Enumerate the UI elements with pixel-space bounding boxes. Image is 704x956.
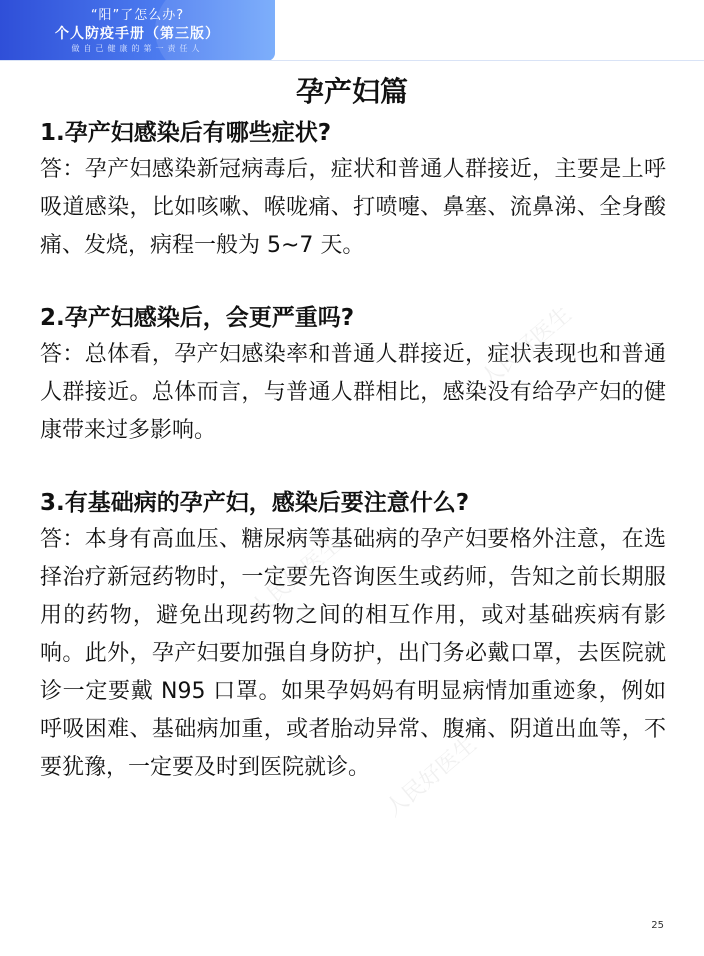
question-heading: 2.孕产妇感染后，会更严重吗? [40,305,355,331]
question-heading: 3.有基础病的孕产妇，感染后要注意什么? [40,490,470,516]
banner-slogan: 做自己健康的第一责任人 [71,44,204,53]
watermark: 人民好医生 [476,302,577,392]
qa-section [40,485,666,787]
document-body [40,115,666,822]
watermark: 人民好医生 [381,732,482,822]
page-number: 25 [651,920,664,931]
answer-paragraph: 答：孕产妇感染新冠病毒后，症状和普通人群接近，主要是上呼吸道感染，比如咳嗽、喉咙痛、打喷嚏、鼻塞、流鼻涕、全身酸痛、发烧，病程一般为 5~7 天。 [40,157,666,258]
banner-title: 个人防疫手册（第三版） [55,26,220,42]
qa-section [40,115,666,265]
banner-subtitle: “阳”了怎么办? [90,8,185,23]
answer-paragraph: 答：总体看，孕产妇感染率和普通人群接近，症状表现也和普通人群接近。总体而言，与普通人群相比，感染没有给孕产妇的健康带来过多影响。 [40,342,666,443]
page-title: 孕产妇篇 [295,75,408,108]
qa-section [40,300,666,450]
handbook-header-banner [0,0,275,61]
watermark: 人民好医生 [246,532,347,622]
header-divider [0,60,704,61]
question-heading: 1.孕产妇感染后有哪些症状? [40,120,332,146]
answer-paragraph: 答：本身有高血压、糖尿病等基础病的孕产妇要格外注意，在选择治疗新冠药物时，一定要先咨询医生或药师，告知之前长期服用的药物，避免出现药物之间的相互作用，或对基础疾病有影响。此外，孕产妇要加强自身防护，出门务必戴口罩，去医院就诊一定要戴 N95 口罩。如果孕妈妈有明显病情加重迹象，例如呼吸困难、基础病加重，或者胎动异常、腹痛、阴道出血等，不要犹豫，一定要及时到医院就诊。 [40,527,666,780]
